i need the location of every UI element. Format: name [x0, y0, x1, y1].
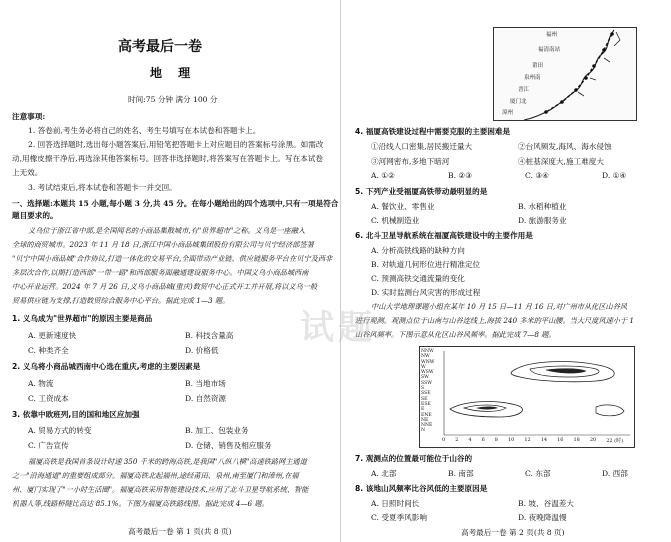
- passage-line: 中心开业运营。2024 年 7 月 26 日,义乌小商品城(重庆)数贸中心正式开工并开展,将以义乌一般: [12, 282, 318, 291]
- x-tick-label: 2: [455, 437, 459, 443]
- x-tick-label: 4: [468, 437, 472, 443]
- passage-line: 机器人等,线路桥隧比高达 85.1%。下图为福厦高铁路线图。据此完成 4—6 题。: [12, 499, 269, 508]
- y-tick-label: NW: [421, 354, 430, 360]
- q4-item: ②台风频发,海风、海水侵蚀: [518, 142, 612, 151]
- q6-option-d[interactable]: D. 实时监测台风灾害的形成过程: [371, 288, 481, 297]
- x-tick-label: 22 (时): [606, 438, 624, 444]
- map-label: 福州: [546, 32, 558, 38]
- question-1: 1. 义乌成为"世界超市"的原因主要是商品: [12, 314, 153, 323]
- q8-option-c[interactable]: C. 受夏季风影响: [371, 513, 427, 522]
- page-divider: [340, 0, 341, 542]
- q4-item: ③河网密布,多地下暗河: [371, 157, 450, 166]
- section-heading-cont: 题目要求的。: [12, 211, 58, 220]
- q4-option-a[interactable]: A. ①②: [371, 171, 395, 180]
- y-tick-label: N: [421, 428, 426, 434]
- q2-option-b[interactable]: B. 当地市场: [185, 379, 226, 388]
- q6-option-c[interactable]: C. 预测高铁交通流量的变化: [371, 274, 465, 283]
- q4-option-b[interactable]: B. ②③: [448, 171, 473, 180]
- x-tick-label: 0: [442, 437, 446, 443]
- q7-option-d[interactable]: D. 西部: [602, 469, 628, 478]
- q2-option-c[interactable]: C. 工资成本: [28, 394, 69, 403]
- map-label: 莆田: [532, 63, 544, 69]
- q7-option-b[interactable]: B. 南部: [448, 469, 474, 478]
- notes-title: 注意事项:: [12, 112, 46, 121]
- y-tick-label: S: [421, 386, 425, 392]
- map-label: 厦门北: [510, 99, 527, 105]
- q1-option-a[interactable]: A. 更新速度快: [28, 331, 77, 340]
- q8-option-d[interactable]: D. 夜晚降温慢: [518, 513, 567, 522]
- time-info: 时间:75 分钟 满分 100 分: [128, 95, 218, 104]
- map-label: 晋江: [518, 87, 530, 93]
- q3-option-a[interactable]: A. 贸易方式的转变: [28, 426, 92, 435]
- question-3: 3. 依靠中欧班列,目的国和地区应加强: [12, 410, 140, 419]
- exam-title: 高考最后一卷: [118, 39, 202, 55]
- y-tick-label: SE: [421, 396, 428, 402]
- x-tick-label: 6: [481, 437, 485, 443]
- q8-option-b[interactable]: B. 坡、谷温差大: [518, 499, 574, 508]
- q6-option-b[interactable]: B. 对轨道几何形位进行精准定位: [371, 260, 481, 269]
- q3-option-b[interactable]: B. 加工、包装业务: [185, 426, 249, 435]
- y-tick-label: W: [421, 364, 426, 370]
- rail-route-map: [493, 27, 637, 121]
- x-tick-label: 18: [573, 437, 580, 443]
- note-line: 2. 回答选择题时,选出每小题答案后,用铅笔把答题卡上对应题目的答案标号涂黑。如需改: [28, 140, 324, 149]
- y-tick-label: NE: [421, 417, 429, 423]
- passage-line: 多层次合作,以期打造西部"一带一路"和西部服务面融通建设服务中心。中国义乌小商品城西南: [12, 268, 309, 277]
- passage-line: "贝宁中国小商品城"合作协议,打造一体化的交易平台,全面带动产业链、供应链服务平台在贝宁及西非: [12, 254, 333, 263]
- y-tick-label: E: [421, 407, 425, 413]
- q1-option-c[interactable]: C. 种类齐全: [28, 346, 69, 355]
- q4-option-c[interactable]: C. ③④: [525, 171, 549, 180]
- q8-option-a[interactable]: A. 日照时间长: [371, 499, 420, 508]
- question-5: 5. 下列产业受福厦高铁带动最明显的是: [355, 187, 488, 196]
- right-page: [343, 0, 671, 542]
- passage-line: 之一"沿海通道"的重要组成部分。福厦高铁北起福州,途经莆田、泉州,南至厦门和漳州,在福: [12, 471, 299, 480]
- q2-option-d[interactable]: D. 自然资源: [185, 394, 227, 403]
- y-tick-label: WSW: [421, 370, 434, 376]
- chart-y-axis-labels: [421, 349, 434, 434]
- y-tick-label: ESE: [421, 401, 431, 407]
- q7-option-a[interactable]: A. 北部: [371, 469, 397, 478]
- question-2: 2. 义乌将小商品城西南中心选在重庆,考虑的主要因素是: [12, 362, 201, 371]
- map-label: 泉州南: [524, 75, 541, 81]
- q5-option-b[interactable]: B. 水稻种植业: [518, 202, 567, 211]
- watermark: 试题: [300, 308, 376, 348]
- q3-option-c[interactable]: C. 广告宣传: [28, 441, 69, 450]
- map-label: 福清南站: [538, 47, 561, 53]
- y-tick-label: NNE: [421, 423, 433, 429]
- x-tick-label: 8: [494, 437, 498, 443]
- q5-option-c[interactable]: C. 机械制造业: [371, 216, 420, 225]
- q1-option-d[interactable]: D. 价格低: [185, 346, 219, 355]
- note-line: 1. 答卷前,考生务必将自己的姓名、考生号填写在本试卷和答题卡上。: [28, 126, 261, 135]
- q1-option-b[interactable]: B. 科技含量高: [185, 331, 234, 340]
- question-6: 6. 北斗卫星导航系统在福厦高铁建设中的主要作用是: [355, 231, 533, 240]
- q5-option-a[interactable]: A. 餐饮业、零售业: [371, 202, 435, 211]
- question-4: 4. 福厦高铁建设过程中需要克服的主要困难是: [355, 127, 511, 136]
- passage-line: 全球的商贸城市。2023 年 11 月 18 日,浙江中国小商品城集团股份有限公司与贝宁经济部签署: [12, 240, 314, 249]
- question-7: 7. 观测点的位置最可能位于山谷的: [355, 454, 473, 463]
- q5-option-d[interactable]: D. 旅游服务业: [518, 216, 567, 225]
- y-tick-label: SSE: [421, 391, 431, 397]
- x-tick-label: 14: [540, 437, 548, 443]
- passage-line: 州、厦门实现了"一小时生活圈"。福厦高铁采用智能建设技术,应用了北斗卫星导航系统、智能: [12, 485, 309, 494]
- subject-title: 地 理: [150, 66, 197, 80]
- section-heading: 一、选择题:本题共 15 小题,每小题 3 分,共 45 分。在每小题给出的四个选项中,只有一项是符合: [12, 199, 339, 208]
- passage-line: 中山大学地理课题小组在某年 10 月 15 日—11 月 16 日,对广州市从化区山谷风: [371, 302, 628, 311]
- note-line: 上无效。: [12, 168, 43, 177]
- coastline-map-graphic: [494, 28, 636, 120]
- map-label: 漳州: [502, 110, 514, 116]
- question-8: 8. 该地山风频率比谷风低的主要原因是: [355, 484, 488, 493]
- y-tick-label: ENE: [421, 412, 432, 418]
- chart-x-axis-labels: [442, 437, 623, 444]
- q6-option-a[interactable]: A. 分析高铁线路的缺种方向: [371, 246, 465, 255]
- x-tick-label: 16: [557, 437, 564, 443]
- y-tick-label: SW: [421, 375, 429, 381]
- y-tick-label: NNW: [421, 349, 434, 354]
- q4-item: ①沿线人口密集,居民搬迁量大: [371, 142, 473, 151]
- passage-line: 山谷风频率。下图示意从化区山谷风频率。据此完成 7—8 题。: [355, 330, 556, 339]
- y-tick-label: WNW: [421, 359, 435, 365]
- x-tick-label: 12: [524, 437, 531, 443]
- note-line: 动,用橡皮擦干净后,再选涂其他答案标号。回答非选择题时,将答案写在答题卡上。写在本试卷: [12, 154, 323, 163]
- q3-option-d[interactable]: D. 仓储、销售及相应服务: [185, 441, 272, 450]
- x-tick-label: 20: [589, 437, 597, 443]
- y-tick-label: SSW: [421, 380, 432, 386]
- note-line: 3. 考试结束后,将本试卷和答题卡一并交回。: [28, 183, 177, 192]
- passage-line: 福厦高铁是我国首条设计时速 350 千米的跨海高铁,是我国"八纵八横"高速铁路网主通道: [28, 457, 307, 466]
- passage-line: 进行观测。观测点位于山南与山谷连线上,海拔 240 多米的平山腰。当大尺度风速小于 1: [355, 316, 634, 325]
- q4-item: ④桩基深度大,施工难度大: [518, 157, 604, 166]
- q7-option-c[interactable]: C. 东部: [525, 469, 551, 478]
- q2-option-a[interactable]: A. 物流: [28, 379, 54, 388]
- page-footer: 高考最后一卷 第 1 页(共 8 页): [128, 527, 232, 536]
- passage-line: 义乌位于浙江省中部,是全国闻名的小商品集散城市,有"世界超市"之称。义乌是一座融入: [28, 226, 306, 235]
- q4-option-d[interactable]: D. ①④: [602, 171, 627, 180]
- wind-frequency-contours: [420, 347, 634, 447]
- page-footer: 高考最后一卷 第 2 页(共 8 页): [461, 528, 565, 537]
- passage-line: 贸易供应链为支撑,打造数贸综合服务中心平台。据此完成 1—3 题。: [12, 296, 230, 305]
- x-tick-label: 10: [507, 437, 515, 443]
- valley-wind-chart: [419, 346, 635, 448]
